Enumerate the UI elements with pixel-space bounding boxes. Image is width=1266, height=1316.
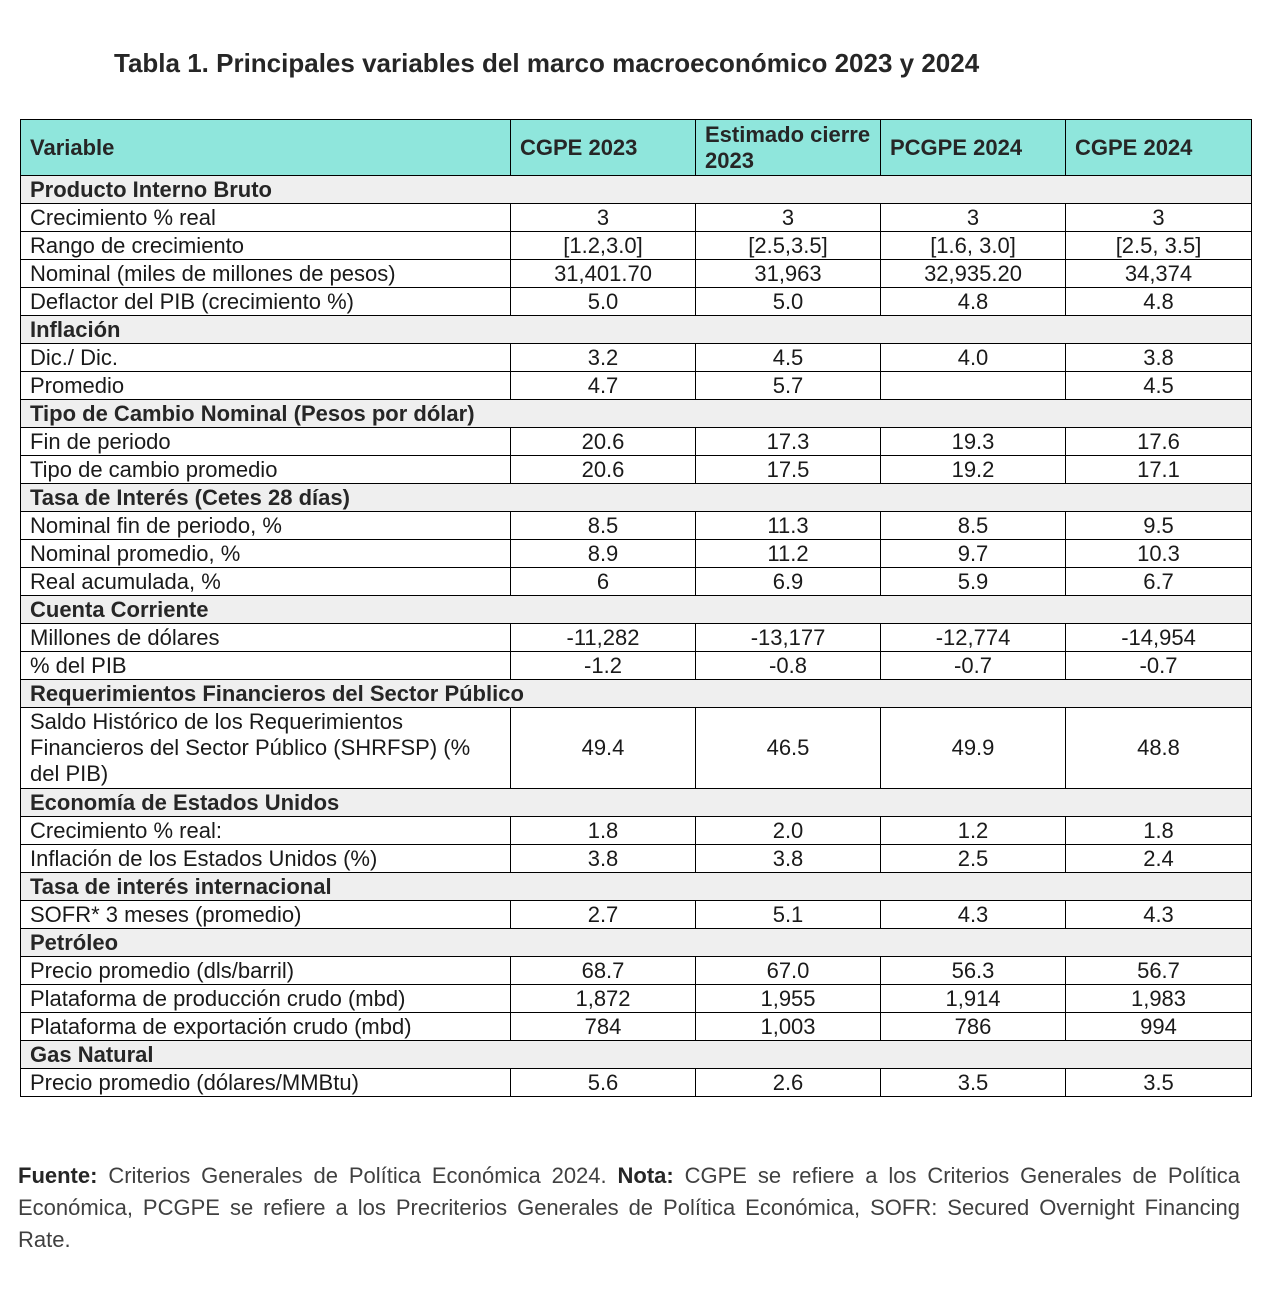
- table-row: [21, 204, 1252, 232]
- column-header-cgpe-2024: CGPE 2024: [1066, 120, 1252, 176]
- value-cell: 2.6: [696, 1069, 881, 1097]
- row-label: Nominal fin de periodo, %: [21, 512, 511, 540]
- table-row: [21, 1069, 1252, 1097]
- table-row: [21, 901, 1252, 929]
- section-row: [21, 680, 1252, 708]
- value-cell: 4.8: [881, 288, 1066, 316]
- value-cell: 1,003: [696, 1013, 881, 1041]
- value-cell: 5.9: [881, 568, 1066, 596]
- row-label: % del PIB: [21, 652, 511, 680]
- value-cell: 4.3: [1066, 901, 1252, 929]
- value-cell: 4.3: [881, 901, 1066, 929]
- value-cell: [1.6, 3.0]: [881, 232, 1066, 260]
- value-cell: -0.8: [696, 652, 881, 680]
- row-label: Saldo Histórico de los Requerimientos Financieros del Sector Público (SHRFSP) (% del PIB): [21, 708, 511, 789]
- value-cell: 5.6: [511, 1069, 696, 1097]
- value-cell: [1.2,3.0]: [511, 232, 696, 260]
- value-cell: 5.0: [696, 288, 881, 316]
- value-cell: 11.3: [696, 512, 881, 540]
- value-cell: 784: [511, 1013, 696, 1041]
- value-cell: 3.5: [1066, 1069, 1252, 1097]
- value-cell: 4.8: [1066, 288, 1252, 316]
- table-row: [21, 540, 1252, 568]
- value-cell: 2.0: [696, 817, 881, 845]
- footnote-source-label: Fuente:: [18, 1163, 98, 1188]
- value-cell: 6.7: [1066, 568, 1252, 596]
- table-row: [21, 456, 1252, 484]
- value-cell: 994: [1066, 1013, 1252, 1041]
- row-label: Deflactor del PIB (crecimiento %): [21, 288, 511, 316]
- value-cell: 3: [511, 204, 696, 232]
- value-cell: 11.2: [696, 540, 881, 568]
- section-row: [21, 929, 1252, 957]
- value-cell: 3.8: [696, 845, 881, 873]
- value-cell: [2.5,3.5]: [696, 232, 881, 260]
- value-cell: 1,955: [696, 985, 881, 1013]
- value-cell: -0.7: [1066, 652, 1252, 680]
- value-cell: 6.9: [696, 568, 881, 596]
- value-cell: [2.5, 3.5]: [1066, 232, 1252, 260]
- value-cell: 3.2: [511, 344, 696, 372]
- value-cell: 3: [696, 204, 881, 232]
- value-cell: 9.7: [881, 540, 1066, 568]
- section-row: [21, 176, 1252, 204]
- value-cell: 3: [881, 204, 1066, 232]
- row-label: Dic./ Dic.: [21, 344, 511, 372]
- footnote: [18, 1160, 1240, 1256]
- value-cell: 786: [881, 1013, 1066, 1041]
- row-label: Millones de dólares: [21, 624, 511, 652]
- section-title: Requerimientos Financieros del Sector Público: [21, 680, 1252, 708]
- section-title: Gas Natural: [21, 1041, 1252, 1069]
- column-header-pcgpe-2024: PCGPE 2024: [881, 120, 1066, 176]
- table-row: [21, 985, 1252, 1013]
- row-label: SOFR* 3 meses (promedio): [21, 901, 511, 929]
- value-cell: 56.7: [1066, 957, 1252, 985]
- section-title: Producto Interno Bruto: [21, 176, 1252, 204]
- value-cell: 3.8: [511, 845, 696, 873]
- value-cell: 5.1: [696, 901, 881, 929]
- value-cell: 4.0: [881, 344, 1066, 372]
- table-row: [21, 845, 1252, 873]
- section-row: [21, 400, 1252, 428]
- row-label: Crecimiento % real: [21, 204, 511, 232]
- value-cell: 1,983: [1066, 985, 1252, 1013]
- table-header-row: [21, 120, 1252, 176]
- value-cell: 2.7: [511, 901, 696, 929]
- value-cell: 3.5: [881, 1069, 1066, 1097]
- value-cell: 5.7: [696, 372, 881, 400]
- row-label: Crecimiento % real:: [21, 817, 511, 845]
- value-cell: 19.2: [881, 456, 1066, 484]
- section-row: [21, 596, 1252, 624]
- table-row: [21, 624, 1252, 652]
- table-row: [21, 652, 1252, 680]
- section-title: Cuenta Corriente: [21, 596, 1252, 624]
- value-cell: -14,954: [1066, 624, 1252, 652]
- row-label: Plataforma de exportación crudo (mbd): [21, 1013, 511, 1041]
- value-cell: 3.8: [1066, 344, 1252, 372]
- value-cell: 31,963: [696, 260, 881, 288]
- row-label: Rango de crecimiento: [21, 232, 511, 260]
- footnote-note-text: CGPE se refiere a los Criterios Generales de Política Económica, PCGPE se refiere a los Precriterios Generales de Política Económica, SOFR: Secured Overnight Financing Rate.: [18, 1163, 1241, 1252]
- table-row: [21, 512, 1252, 540]
- value-cell: 9.5: [1066, 512, 1252, 540]
- column-header-variable: Variable: [21, 120, 511, 176]
- value-cell: 1,872: [511, 985, 696, 1013]
- table-row: [21, 344, 1252, 372]
- section-row: [21, 789, 1252, 817]
- value-cell: 49.9: [881, 708, 1066, 789]
- macro-table: [20, 119, 1252, 1097]
- table-row: [21, 288, 1252, 316]
- value-cell: 8.9: [511, 540, 696, 568]
- value-cell: 34,374: [1066, 260, 1252, 288]
- table-row: [21, 232, 1252, 260]
- value-cell: 5.0: [511, 288, 696, 316]
- value-cell: 17.3: [696, 428, 881, 456]
- value-cell: 68.7: [511, 957, 696, 985]
- value-cell: 8.5: [881, 512, 1066, 540]
- value-cell: 17.1: [1066, 456, 1252, 484]
- row-label: Promedio: [21, 372, 511, 400]
- value-cell: 4.5: [1066, 372, 1252, 400]
- value-cell: 8.5: [511, 512, 696, 540]
- section-title: Inflación: [21, 316, 1252, 344]
- table-row: [21, 568, 1252, 596]
- row-label: Inflación de los Estados Unidos (%): [21, 845, 511, 873]
- value-cell: 67.0: [696, 957, 881, 985]
- value-cell: 56.3: [881, 957, 1066, 985]
- section-title: Petróleo: [21, 929, 1252, 957]
- footnote-note-label: Nota:: [617, 1163, 674, 1188]
- table-row: [21, 708, 1252, 789]
- value-cell: 20.6: [511, 428, 696, 456]
- value-cell: -1.2: [511, 652, 696, 680]
- section-title: Tasa de interés internacional: [21, 873, 1252, 901]
- value-cell: 20.6: [511, 456, 696, 484]
- row-label: Fin de periodo: [21, 428, 511, 456]
- value-cell: 17.6: [1066, 428, 1252, 456]
- value-cell: 2.4: [1066, 845, 1252, 873]
- value-cell: 1.2: [881, 817, 1066, 845]
- value-cell: [881, 372, 1066, 400]
- value-cell: 2.5: [881, 845, 1066, 873]
- value-cell: 48.8: [1066, 708, 1252, 789]
- row-label: Plataforma de producción crudo (mbd): [21, 985, 511, 1013]
- value-cell: 6: [511, 568, 696, 596]
- value-cell: 10.3: [1066, 540, 1252, 568]
- value-cell: 46.5: [696, 708, 881, 789]
- table-row: [21, 260, 1252, 288]
- row-label: Nominal (miles de millones de pesos): [21, 260, 511, 288]
- table-row: [21, 817, 1252, 845]
- value-cell: -0.7: [881, 652, 1066, 680]
- value-cell: 4.5: [696, 344, 881, 372]
- section-title: Economía de Estados Unidos: [21, 789, 1252, 817]
- section-row: [21, 484, 1252, 512]
- table-row: [21, 957, 1252, 985]
- value-cell: -12,774: [881, 624, 1066, 652]
- section-title: Tasa de Interés (Cetes 28 días): [21, 484, 1252, 512]
- table-row: [21, 372, 1252, 400]
- table-row: [21, 1013, 1252, 1041]
- value-cell: 4.7: [511, 372, 696, 400]
- row-label: Nominal promedio, %: [21, 540, 511, 568]
- value-cell: 3: [1066, 204, 1252, 232]
- value-cell: -13,177: [696, 624, 881, 652]
- section-row: [21, 316, 1252, 344]
- column-header-estimado-cierre-2023: Estimado cierre 2023: [696, 120, 881, 176]
- value-cell: 17.5: [696, 456, 881, 484]
- value-cell: -11,282: [511, 624, 696, 652]
- value-cell: 31,401.70: [511, 260, 696, 288]
- value-cell: 1,914: [881, 985, 1066, 1013]
- row-label: Tipo de cambio promedio: [21, 456, 511, 484]
- footnote-source-text: Criterios Generales de Política Económica 2024.: [97, 1163, 618, 1188]
- section-title: Tipo de Cambio Nominal (Pesos por dólar): [21, 400, 1252, 428]
- value-cell: 1.8: [511, 817, 696, 845]
- column-header-cgpe-2023: CGPE 2023: [511, 120, 696, 176]
- row-label: Precio promedio (dólares/MMBtu): [21, 1069, 511, 1097]
- row-label: Real acumulada, %: [21, 568, 511, 596]
- value-cell: 32,935.20: [881, 260, 1066, 288]
- value-cell: 49.4: [511, 708, 696, 789]
- value-cell: 1.8: [1066, 817, 1252, 845]
- section-row: [21, 1041, 1252, 1069]
- table-body: [21, 176, 1252, 1097]
- table-row: [21, 428, 1252, 456]
- row-label: Precio promedio (dls/barril): [21, 957, 511, 985]
- section-row: [21, 873, 1252, 901]
- table-title: Tabla 1. Principales variables del marco macroeconómico 2023 y 2024: [114, 48, 980, 78]
- value-cell: 19.3: [881, 428, 1066, 456]
